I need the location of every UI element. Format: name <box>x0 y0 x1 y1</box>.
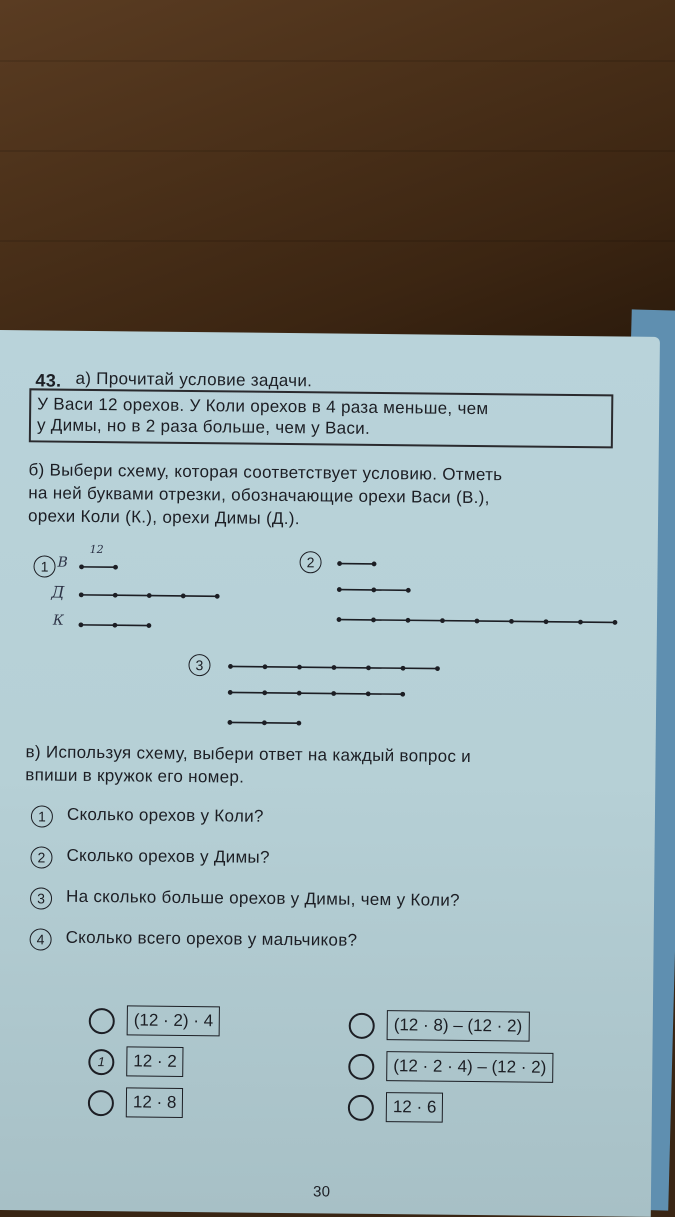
wood-grain <box>0 240 675 242</box>
scheme-3-segment-2 <box>230 692 402 694</box>
answer-left-2-expression: 12 · 2 <box>126 1046 184 1077</box>
scheme-1-tick <box>113 565 118 570</box>
scheme-3-tick <box>262 720 267 725</box>
scheme-2-tick <box>475 619 480 624</box>
scheme-2-tick <box>337 561 342 566</box>
segment-schemes <box>0 330 660 757</box>
part-c-line-1: в) Используя схему, выбери ответ на каждый вопрос и <box>25 742 471 767</box>
scheme-2-tick <box>406 618 411 623</box>
wooden-table <box>0 0 675 340</box>
scheme-1-tick <box>79 592 84 597</box>
answer-right-3-expression: 12 · 6 <box>386 1092 444 1123</box>
condition-line-2: у Димы, но в 2 раза больше, чем у Васи. <box>37 415 370 438</box>
wood-grain <box>0 60 675 62</box>
scheme-2-tick <box>544 619 549 624</box>
question-1-number: 1 <box>31 805 53 827</box>
scheme-3-tick <box>332 665 337 670</box>
question-1-text: Сколько орехов у Коли? <box>67 805 264 827</box>
scheme-2-tick <box>406 588 411 593</box>
part-c-line-2: впиши в кружок его номер. <box>25 765 244 787</box>
scheme-2-label: 2 <box>299 551 321 573</box>
part-b-line-3: орехи Коли (К.), орехи Димы (Д.). <box>28 506 300 529</box>
scheme-2-tick <box>613 620 618 625</box>
scheme-2-tick <box>440 618 445 623</box>
scheme-3-tick <box>297 665 302 670</box>
scheme-1-tick <box>113 593 118 598</box>
scheme-3-tick <box>401 666 406 671</box>
handwritten-letter-d: Д <box>51 583 64 602</box>
scheme-1-tick <box>147 593 152 598</box>
scheme-1-tick <box>146 623 151 628</box>
scheme-3-tick <box>227 720 232 725</box>
scheme-3-tick <box>228 690 233 695</box>
scheme-1-tick <box>78 622 83 627</box>
scheme-3-tick <box>366 691 371 696</box>
scheme-3-tick <box>263 664 268 669</box>
scheme-3-tick <box>400 692 405 697</box>
scheme-2-tick <box>372 562 377 567</box>
scheme-2-tick <box>509 619 514 624</box>
condition-line-1: У Васи 12 орехов. У Коли орехов в 4 раза меньше, чем <box>37 394 488 419</box>
handwritten-letter-k: К <box>53 613 64 629</box>
handwritten-letter-v: В <box>57 555 67 571</box>
scheme-2-tick <box>371 618 376 623</box>
scheme-2-tick <box>371 588 376 593</box>
scheme-3-tick <box>435 666 440 671</box>
scheme-3-tick <box>366 665 371 670</box>
wood-grain <box>0 150 675 152</box>
scheme-2-tick <box>337 587 342 592</box>
scheme-3-tick <box>262 690 267 695</box>
part-b-line-2: на ней буквами отрезки, обозначающие орехи Васи (В.), <box>28 483 490 508</box>
question-2-number: 2 <box>30 846 52 868</box>
answer-right-1-circle[interactable] <box>349 1013 375 1039</box>
scheme-1-tick <box>215 594 220 599</box>
workbook-page <box>0 330 660 1217</box>
answer-right-1-expression: (12 · 8) – (12 · 2) <box>387 1010 530 1041</box>
page-number: 30 <box>313 1183 330 1200</box>
answer-right-2-circle[interactable] <box>348 1054 374 1080</box>
question-3-text: На сколько больше орехов у Димы, чем у Коли? <box>66 887 460 911</box>
answer-left-1-circle[interactable] <box>89 1008 115 1034</box>
scheme-1-tick <box>79 564 84 569</box>
answer-right-3-circle[interactable] <box>348 1095 374 1121</box>
scheme-3-tick <box>297 691 302 696</box>
handwritten-value: 12 <box>90 543 104 556</box>
answer-right-2-expression: (12 · 2 · 4) – (12 · 2) <box>386 1051 553 1083</box>
part-a-heading: а) Прочитай условие задачи. <box>75 369 312 391</box>
answer-left-3-expression: 12 · 8 <box>126 1087 184 1118</box>
scheme-3-tick <box>228 664 233 669</box>
question-3-number: 3 <box>30 887 52 909</box>
question-4-text: Сколько всего орехов у мальчиков? <box>66 928 358 951</box>
scheme-3-label: 3 <box>188 654 210 676</box>
question-2-text: Сколько орехов у Димы? <box>66 846 269 868</box>
answer-left-1-expression: (12 · 2) · 4 <box>127 1005 221 1036</box>
scheme-2-tick <box>578 620 583 625</box>
scheme-3-tick <box>296 721 301 726</box>
scheme-1-tick <box>112 623 117 628</box>
part-b-line-1: б) Выбери схему, которая соответствует условию. Отметь <box>28 460 502 485</box>
scheme-3-tick <box>331 691 336 696</box>
scheme-1-label: 1 <box>33 555 55 577</box>
task-number: 43. <box>35 370 61 391</box>
answer-left-3-circle[interactable] <box>88 1090 114 1116</box>
scheme-2-tick <box>337 617 342 622</box>
scheme-1-tick <box>181 594 186 599</box>
answer-left-2-circle[interactable]: 1 <box>88 1049 114 1075</box>
question-4-number: 4 <box>30 928 52 950</box>
